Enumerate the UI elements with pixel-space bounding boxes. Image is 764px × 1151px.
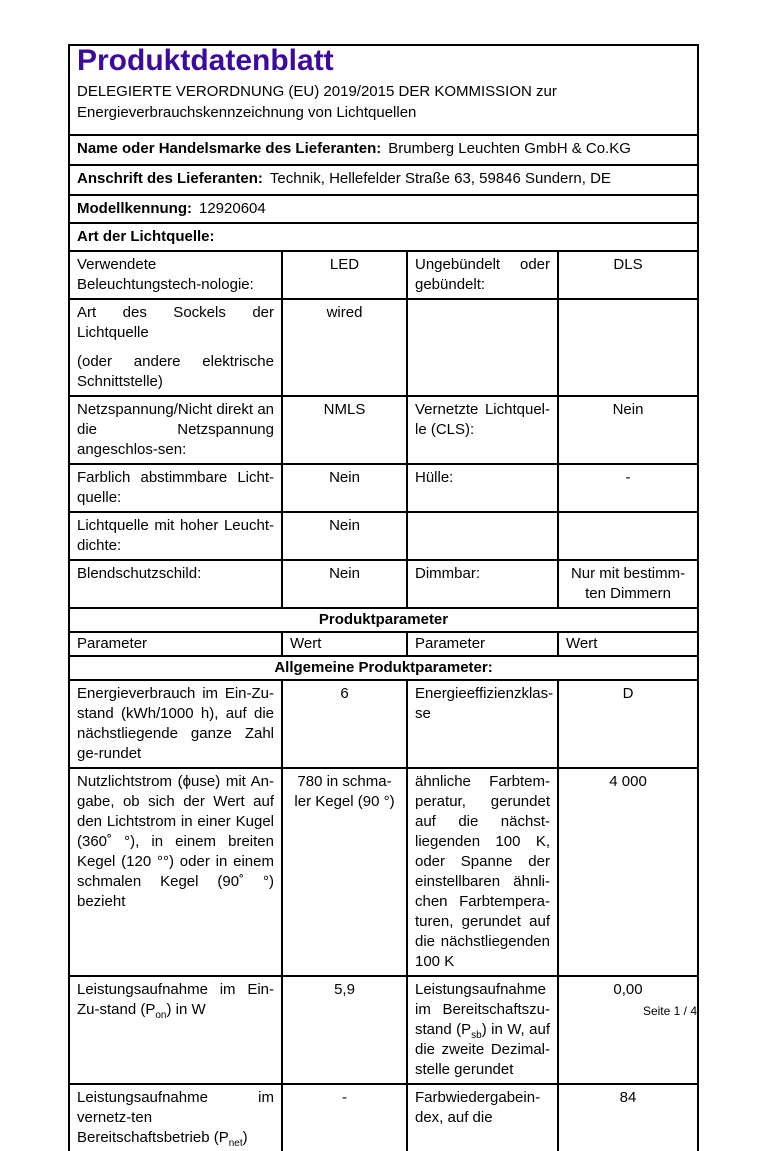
param-label: ähnliche Farbtem-peratur, gerundet auf die nächst-liegenden 100 K, oder Spanne der einstellbaren ähnli-chen Farbtempera-turen, gerundet auf die nächstliegenden 100 K [407, 768, 558, 976]
light-source-type-header [69, 223, 698, 251]
regulation-line-2: Energieverbrauchskennzeichnung von Lichtquellen [77, 104, 417, 121]
page-title: Produktdatenblatt [77, 45, 334, 77]
param-value: Nein [282, 512, 407, 560]
model-id-value: 12920604 [199, 200, 266, 217]
header-cell [69, 45, 698, 135]
param-value: NMLS [282, 396, 407, 464]
param-value [558, 512, 698, 560]
param-label-line-2: (oder andere elektrische Schnittstelle) [77, 353, 274, 390]
table-row [69, 512, 698, 560]
param-label: Dimmbar: [407, 560, 558, 608]
supplier-address-row [69, 165, 698, 195]
subscript-sb: sb [471, 1030, 482, 1041]
supplier-name-cell [69, 135, 698, 165]
param-label-text: Leistungsaufnahme im Ein-Zu-stand (P [77, 981, 274, 1018]
param-label: Ungebündelt oder gebündelt: [407, 251, 558, 299]
table-row [69, 768, 698, 976]
general-parameters-title-row [69, 656, 698, 680]
table-row [69, 464, 698, 512]
param-value: Nur mit bestimm-ten Dimmern [558, 560, 698, 608]
param-value: D [558, 680, 698, 768]
param-value: 4 000 [558, 768, 698, 976]
datasheet-table [68, 44, 699, 1151]
column-header-row [69, 632, 698, 656]
light-source-type-header-row [69, 223, 698, 251]
param-value: 5,9 [282, 976, 407, 1084]
param-value: Nein [282, 464, 407, 512]
table-row [69, 396, 698, 464]
param-label: Vernetzte Lichtquel-le (CLS): [407, 396, 558, 464]
param-label-text: Leistungsaufnahme im vernetz-ten Bereitschaftsbetrieb (P [77, 1089, 274, 1146]
table-row [69, 560, 698, 608]
param-label: Netzspannung/Nicht direkt an die Netzspannung angeschlos-sen: [69, 396, 282, 464]
table-row [69, 680, 698, 768]
header-row [69, 45, 698, 135]
param-label-text: ) in W [166, 1001, 206, 1018]
supplier-address-label: Anschrift des Lieferanten: [77, 170, 263, 187]
supplier-name-row [69, 135, 698, 165]
regulation-line-1: DELEGIERTE VERORDNUNG (EU) 2019/2015 DER KOMMISSION zur [77, 83, 557, 100]
param-value: Nein [282, 560, 407, 608]
table-row [69, 251, 698, 299]
page-number: Seite 1 / 4 [642, 1004, 697, 1018]
param-label [407, 299, 558, 396]
param-label: Energieeffizienzklas-se [407, 680, 558, 768]
param-label [69, 976, 282, 1084]
table-row [69, 976, 698, 1084]
subscript-on: on [155, 1010, 167, 1021]
param-value: 84 [558, 1084, 698, 1151]
param-label: Verwendete Beleuchtungstech-nologie: [69, 251, 282, 299]
supplier-name-label: Name oder Handelsmarke des Lieferanten: [77, 140, 382, 157]
supplier-name-value: Brumberg Leuchten GmbH & Co.KG [388, 140, 631, 157]
param-label-text: ) in W, auf die zweite Dezimal-stelle gerundet [415, 1021, 550, 1078]
param-value: Nein [558, 396, 698, 464]
param-value: 780 in schma-ler Kegel (90 °) [282, 768, 407, 976]
table-row [69, 299, 698, 396]
supplier-address-value: Technik, Hellefelder Straße 63, 59846 Sundern, DE [269, 170, 611, 187]
param-value: - [558, 464, 698, 512]
table-row-clipped [69, 1084, 698, 1151]
product-parameters-title-row [69, 608, 698, 632]
column-header-wert-right: Wert [558, 632, 698, 656]
param-value: 6 [282, 680, 407, 768]
param-label: Energieverbrauch im Ein-Zu-stand (kWh/1000 h), auf die nächstliegende ganze Zahl ge-rundet [69, 680, 282, 768]
product-parameters-title: Produktparameter [69, 608, 698, 632]
param-value: DLS [558, 251, 698, 299]
param-label: Nutzlichtstrom (ϕuse) mit An-gabe, ob sich der Wert auf den Lichtstrom in einer Kugel (360˚ °), in einem breiten Kegel (120 °°) oder in einem schmalen Kegel (90˚ °) bezieht [69, 768, 282, 976]
param-label: Blendschutzschild: [69, 560, 282, 608]
column-header-parameter-left: Parameter [69, 632, 282, 656]
model-id-cell [69, 195, 698, 223]
param-label [407, 976, 558, 1084]
param-label [69, 1084, 282, 1151]
param-label [407, 512, 558, 560]
param-label: Lichtquelle mit hoher Leucht-dichte: [69, 512, 282, 560]
param-value: 0,00 [558, 976, 698, 1084]
param-label-text: ) [242, 1129, 248, 1146]
param-label: Hülle: [407, 464, 558, 512]
column-header-wert-left: Wert [282, 632, 407, 656]
product-datasheet [68, 44, 697, 1151]
param-label [69, 299, 282, 396]
general-parameters-title: Allgemeine Produktparameter: [69, 656, 698, 680]
param-label: Farbwiedergabein-dex, auf die [407, 1084, 558, 1151]
param-label-line-1: Art des Sockels der Lichtquelle [77, 304, 274, 341]
param-value [558, 299, 698, 396]
column-header-parameter-right: Parameter [407, 632, 558, 656]
param-label: Farblich abstimmbare Licht-quelle: [69, 464, 282, 512]
supplier-address-cell [69, 165, 698, 195]
subscript-net: net [228, 1138, 243, 1149]
param-value: LED [282, 251, 407, 299]
model-id-label: Modellkennung: [77, 200, 192, 217]
param-value: wired [282, 299, 407, 396]
model-id-row [69, 195, 698, 223]
light-source-type-label: Art der Lichtquelle: [77, 228, 215, 245]
param-value: - [282, 1084, 407, 1151]
param-label-text: Leistungsaufnahme im Bereitschaftszu-stand (P [415, 981, 550, 1038]
